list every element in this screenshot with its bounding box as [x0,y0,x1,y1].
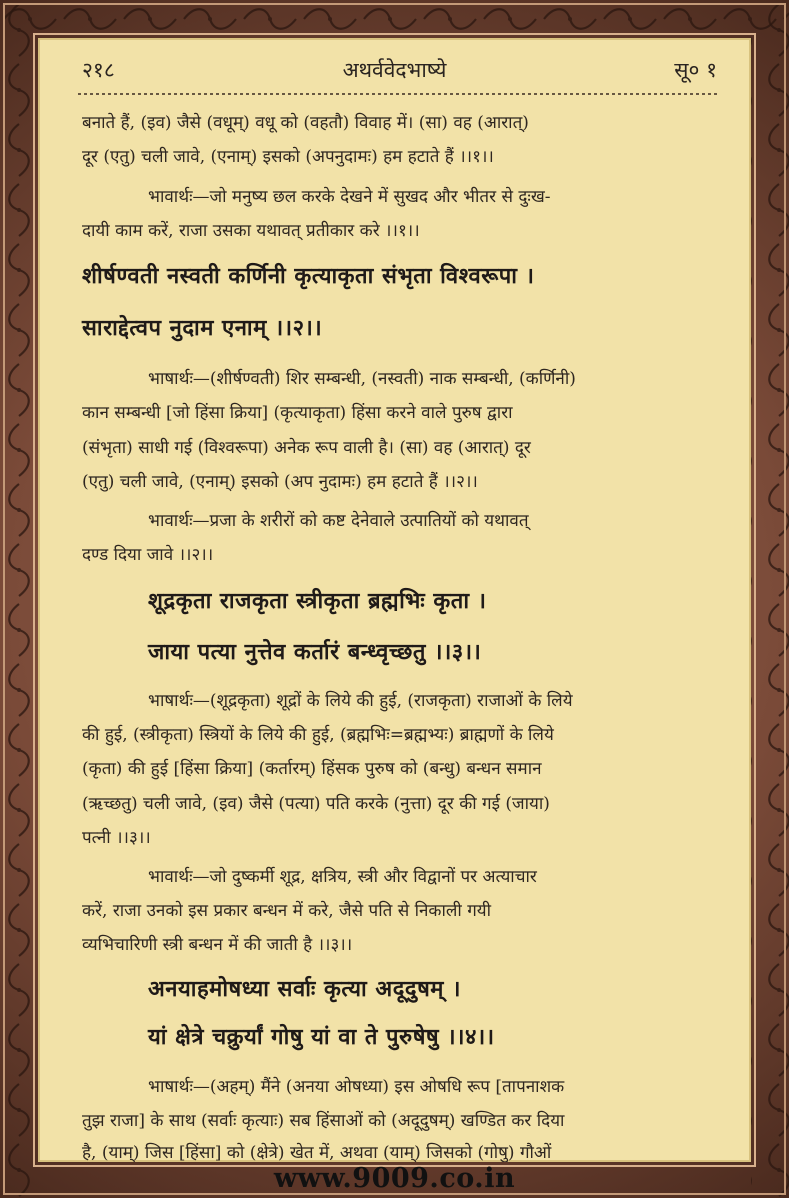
page-header [38,56,751,86]
text-line: की हुई, (स्त्रीकृता) स्त्रियों के लिये की हुई, (ब्रह्मभिः=ब्रह्मभ्यः) ब्राह्मणों के लिये [82,725,554,745]
mantra-line: जाया पत्या नुत्तेव कर्तारं बन्ध्वृच्छतु ।।३।। [148,639,482,665]
website-footer: www.9009.co.in [273,1163,516,1194]
sukta-number: सू० १ [674,58,717,82]
mantra-line: शीर्षण्वती नस्वती कर्णिनी कृत्याकृता संभृता विश्वरूपा । [82,263,535,289]
text-line: बनाते हैं, (इव) जैसे (वधूम्) वधू को (वहतौ) विवाह में। (सा) वह (आरात्) [82,113,529,133]
mantra-line: शूद्रकृता राजकृता स्त्रीकृता ब्रह्मभिः कृता । [148,588,487,614]
text-line: है, (याम्) जिस [हिंसा] को (क्षेत्रे) खेत में, अथवा (याम्) जिसको (गोषु) गौओं [82,1143,552,1162]
text-line: (एतु) चली जावे, (एनाम्) इसको (अप नुदामः) हम हटाते हैं ।।२।। [82,472,478,492]
header-dotted-rule [78,90,718,98]
text-line: (कृता) की हुई [हिंसा क्रिया] (कर्तारम्) हिंसक पुरुष को (बन्धु) बन्धन समान [82,759,542,779]
text-line: भाषार्थः—(शीर्षण्वती) शिर सम्बन्धी, (नस्वती) नाक सम्बन्धी, (कर्णिनी) [148,369,576,389]
text-line: (संभृता) साधी गई (विश्वरूपा) अनेक रूप वाली है। (सा) वह (आरात्) दूर [82,438,531,458]
text-line: व्यभिचारिणी स्त्री बन्धन में की जाती है ।।३।। [82,935,353,955]
book-page [38,38,751,1162]
text-line: तुझ राजा] के साथ (सर्वाः कृत्याः) सब हिंसाओं को (अदूदुषम्) खण्डित कर दिया [82,1111,565,1131]
text-line: दूर (एतु) चली जावे, (एनाम्) इसको (अपनुदामः) हम हटाते हैं ।।१।। [82,147,494,167]
text-line: भाषार्थः—(अहम्) मैंने (अनया ओषध्या) इस ओषधि रूप [तापनाशक [148,1077,565,1097]
text-line: दण्ड दिया जावे ।।२।। [82,545,214,565]
text-line: दायी काम करें, राजा उसका यथावत् प्रतीकार करे ।।१।। [82,221,420,241]
page-number: २१८ [82,58,115,82]
text-line: (ऋच्छतु) चली जावे, (इव) जैसे (पत्या) पति करके (नुत्ता) दूर की गई (जाया) [82,794,550,814]
text-line: भाषार्थः—(शूद्रकृता) शूद्रों के लिये की हुई, (राजकृता) राजाओं के लिये [148,691,573,711]
book-title: अथर्ववेदभाष्ये [342,58,447,82]
text-line: कान सम्बन्धी [जो हिंसा क्रिया] (कृत्याकृता) हिंसा करने वाले पुरुष द्वारा [82,403,513,423]
mantra-line: अनयाहमोषध्या सर्वाः कृत्या अदूदुषम् । [148,976,461,1002]
text-line: पत्नी ।।३।। [82,828,151,848]
text-line: भावार्थः—जो दुष्कर्मी शूद्र, क्षत्रिय, स्त्री और विद्वानों पर अत्याचार [148,867,537,887]
text-line: करें, राजा उनको इस प्रकार बन्धन में करे, जैसे पति से निकाली गयी [82,901,492,921]
mantra-line: साराद्देत्वप नुदाम एनाम् ।।२।। [82,315,323,341]
text-line: भावार्थः—प्रजा के शरीरों को कष्ट देनेवाले उत्पातियों को यथावत् [148,511,529,531]
text-line: भावार्थः—जो मनुष्य छल करके देखने में सुखद और भीतर से दुःख- [148,187,551,207]
mantra-line: यां क्षेत्रे चक्रुर्यां गोषु यां वा ते पुरुषेषु ।।४।। [148,1024,495,1050]
